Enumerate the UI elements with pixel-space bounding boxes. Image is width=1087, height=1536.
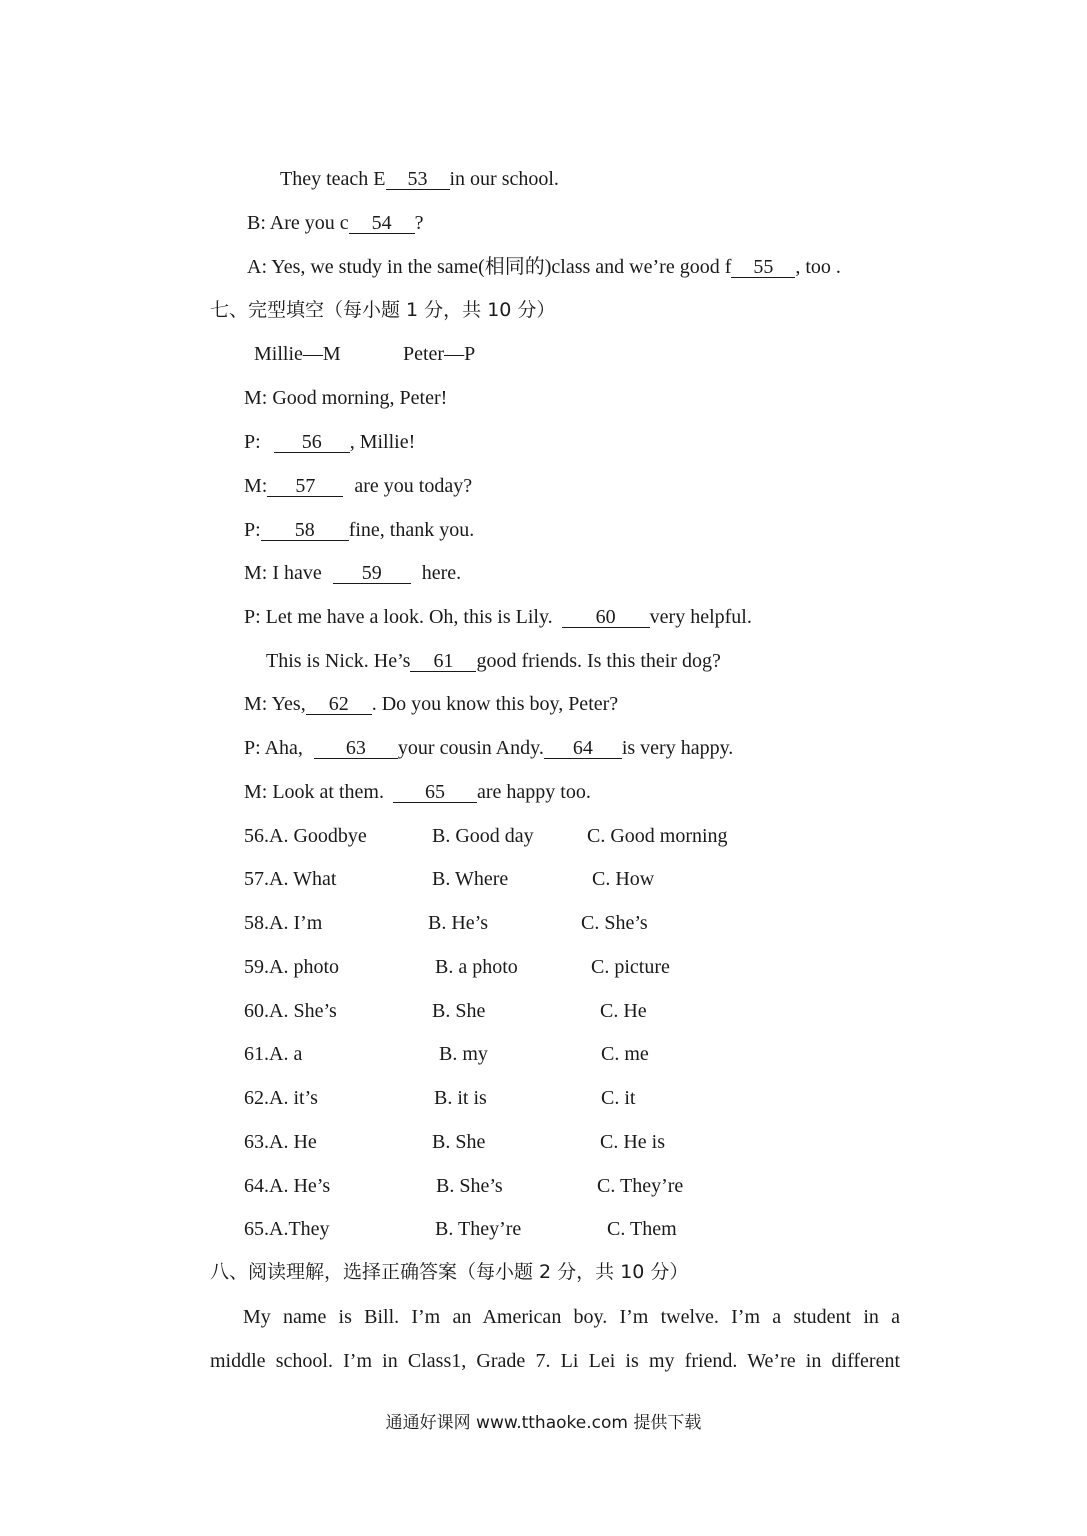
dialogue-line: M: I have 59 here.: [244, 562, 462, 584]
blank-57: 57: [267, 476, 343, 497]
blank-62: 62: [306, 694, 372, 715]
blank-53: 53: [386, 169, 450, 190]
option-c: C. She’s: [581, 912, 648, 934]
option-a: 57.A. What: [244, 868, 337, 890]
option-c: C. me: [601, 1043, 649, 1065]
section-7-heading: 七、完型填空（每小题 1 分，共 10 分）: [210, 299, 556, 321]
option-c: C. Good morning: [587, 825, 728, 847]
reading-paragraph-line: middle school. I’m in Class1, Grade 7. Li Lei is my friend. We’re in different: [210, 1350, 900, 1372]
option-a: 58.A. I’m: [244, 912, 323, 934]
dialogue-line: P: Aha, 63 your cousin Andy. 64 is very happy.: [244, 737, 734, 759]
blank-56: 56: [274, 432, 350, 453]
blank-54: 54: [349, 213, 415, 234]
fill-line-55: A: Yes, we study in the same(相同的)class and we’re good f 55 , too .: [247, 256, 841, 278]
option-b: B. it is: [434, 1087, 487, 1109]
option-c: C. He: [600, 1000, 647, 1022]
blank-63: 63: [314, 738, 398, 759]
option-c: C. it: [601, 1087, 636, 1109]
dialogue-line: This is Nick. He’s 61 good friends. Is this their dog?: [266, 650, 721, 672]
dialogue-line: P: 58 fine, thank you.: [244, 519, 475, 541]
dialogue-line: M: 57 are you today?: [244, 475, 473, 497]
option-a: 62.A. it’s: [244, 1087, 318, 1109]
option-a: 56.A. Goodbye: [244, 825, 367, 847]
dialogue-line: M: Look at them. 65 are happy too.: [244, 781, 591, 803]
option-b: B. a photo: [435, 956, 518, 978]
dialogue-line: P: 56 , Millie!: [244, 431, 416, 453]
option-c: C. Them: [607, 1218, 677, 1240]
blank-58: 58: [261, 520, 349, 541]
option-b: B. my: [439, 1043, 488, 1065]
dialogue-line: M: Yes, 62 . Do you know this boy, Peter?: [244, 693, 619, 715]
option-a: 64.A. He’s: [244, 1175, 331, 1197]
option-a: 63.A. He: [244, 1131, 317, 1153]
option-a: 60.A. She’s: [244, 1000, 337, 1022]
blank-65: 65: [393, 782, 477, 803]
option-b: B. She: [432, 1000, 486, 1022]
dialogue-line: P: Let me have a look. Oh, this is Lily. 60 very helpful.: [244, 606, 752, 628]
role-peter: Peter—P: [403, 343, 476, 365]
page-footer: 通通好课网 www.tthaoke.com 提供下载: [385, 1413, 702, 1433]
option-c: C. How: [592, 868, 655, 890]
option-b: B. They’re: [435, 1218, 522, 1240]
fill-line-54: B: Are you c 54 ?: [247, 212, 424, 234]
section-8-heading: 八、阅读理解，选择正确答案（每小题 2 分，共 10 分）: [210, 1261, 689, 1283]
blank-59: 59: [333, 563, 411, 584]
option-c: C. picture: [591, 956, 670, 978]
option-a: 59.A. photo: [244, 956, 339, 978]
dialogue-line: M: Good morning, Peter!: [244, 387, 448, 409]
option-b: B. Where: [432, 868, 509, 890]
option-c: C. He is: [600, 1131, 665, 1153]
role-millie: Millie—M: [254, 343, 341, 365]
blank-64: 64: [544, 738, 622, 759]
fill-line-53: They teach E 53 in our school.: [280, 168, 559, 190]
option-b: B. Good day: [432, 825, 534, 847]
option-a: 61.A. a: [244, 1043, 303, 1065]
option-b: B. She: [432, 1131, 486, 1153]
blank-61: 61: [410, 651, 476, 672]
option-b: B. He’s: [428, 912, 488, 934]
option-b: B. She’s: [436, 1175, 503, 1197]
blank-55: 55: [731, 257, 795, 278]
option-a: 65.A.They: [244, 1218, 330, 1240]
reading-paragraph-line: My name is Bill. I’m an American boy. I’m twelve. I’m a student in a: [243, 1306, 900, 1328]
option-c: C. They’re: [597, 1175, 684, 1197]
blank-60: 60: [562, 607, 650, 628]
